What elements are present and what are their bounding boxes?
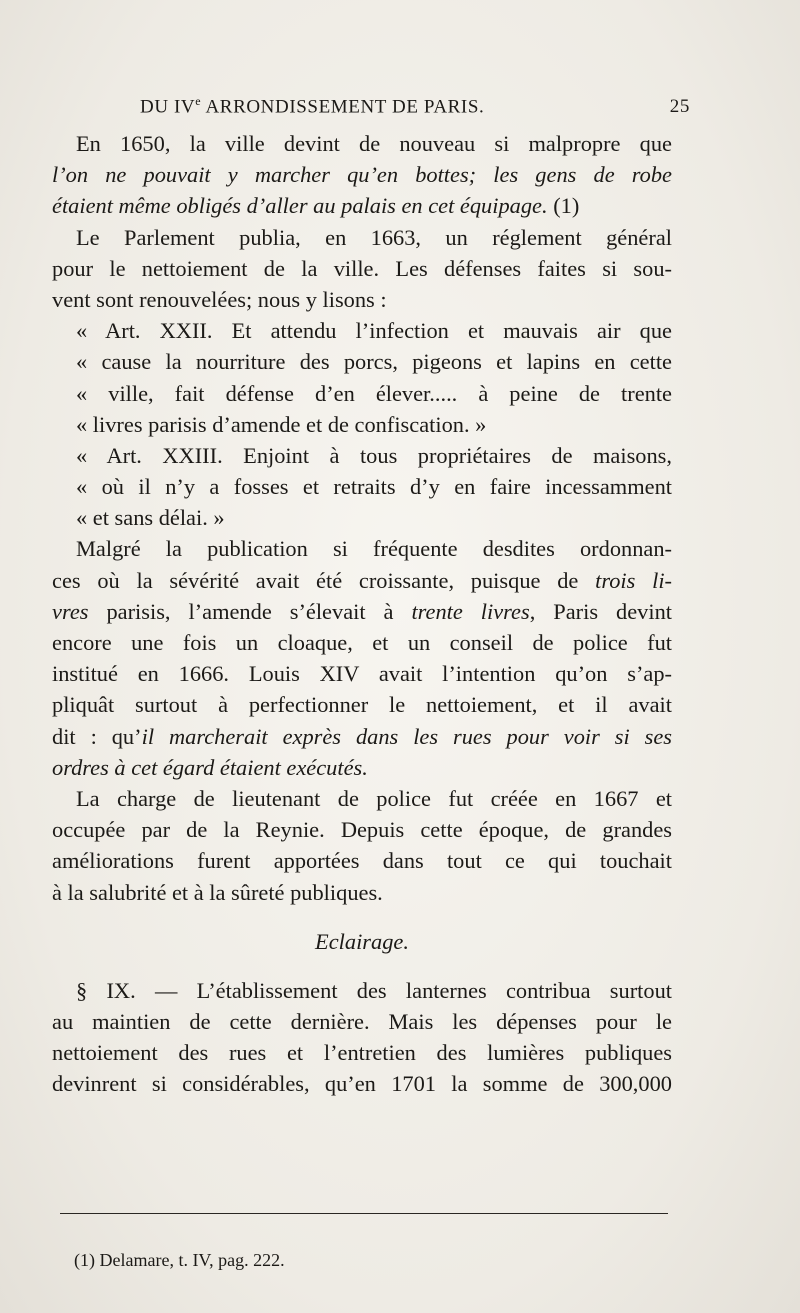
text-line: pliquât surtout à perfectionner le nettoiement, et il avait xyxy=(52,692,672,718)
quote-line: « Art. XXII. Et attendu l’infection et mauvais air que xyxy=(76,318,672,344)
text-line: vent sont renouvelées; nous y lisons : xyxy=(52,286,387,312)
text-line: pour le nettoiement de la ville. Les défenses faites si sou- xyxy=(52,255,672,281)
text-line: à la salubrité et à la sûreté publiques. xyxy=(52,879,383,905)
section-heading: Eclairage. xyxy=(315,928,409,954)
text-line: § IX. — L’établissement des lanternes contribua surtout xyxy=(76,977,672,1003)
text-line: étaient même obligés d’aller au palais en cet équipage. (1) xyxy=(52,193,580,219)
footnote-marker: (1) xyxy=(547,193,580,219)
text-line: devinrent si considérables, qu’en 1701 la somme de 300,000 xyxy=(52,1071,672,1097)
footnote-rule xyxy=(60,1213,668,1214)
text-line: améliorations furent apportées dans tout ce qui touchait xyxy=(52,848,672,874)
text-line: ordres à cet égard étaient exécutés. xyxy=(52,754,368,780)
text-line: occupée par de la Reynie. Depuis cette époque, de grandes xyxy=(52,817,672,843)
footnote: (1) Delamare, t. IV, pag. 222. xyxy=(74,1250,285,1270)
text-line: au maintien de cette dernière. Mais les dépenses pour le xyxy=(52,1009,672,1035)
quote-line: « ville, fait défense d’en élever..... à peine de trente xyxy=(76,380,672,406)
text-line: vres parisis, l’amende s’élevait à trente livres, Paris devint xyxy=(52,598,672,624)
quote-line: « où il n’y a fosses et retraits d’y en faire incessamment xyxy=(76,474,672,500)
text-line: Malgré la publication si fréquente desdites ordonnan- xyxy=(76,536,672,562)
text-line: nettoiement des rues et l’entretien des lumières publiques xyxy=(52,1040,672,1066)
quote-line: « Art. XXIII. Enjoint à tous propriétaires de maisons, xyxy=(76,442,672,468)
text-line: dit : qu’il marcherait exprès dans les rues pour voir si ses xyxy=(52,723,673,749)
text-line: ces où la sévérité avait été croissante, puisque de trois li- xyxy=(52,567,672,593)
text-line: institué en 1666. Louis XIV avait l’intention qu’on s’ap- xyxy=(52,661,672,687)
text-line: encore une fois un cloaque, et un conseil de police fut xyxy=(52,630,672,655)
running-header xyxy=(140,94,690,118)
text-line: La charge de lieutenant de police fut créée en 1667 et xyxy=(76,785,672,811)
quote-line: « et sans délai. » xyxy=(76,505,225,531)
page-number: 25 xyxy=(669,96,690,118)
quote-line: « livres parisis d’amende et de confiscation. » xyxy=(76,411,487,437)
quote-line: « cause la nourriture des porcs, pigeons et lapins en cette xyxy=(76,349,672,375)
text-line: l’on ne pouvait y marcher qu’en bottes; les gens de robe xyxy=(52,162,672,188)
text-line: Le Parlement publia, en 1663, un réglement général xyxy=(76,224,672,250)
body-text xyxy=(52,128,672,1100)
text-line: En 1650, la ville devint de nouveau si malpropre que xyxy=(76,131,672,156)
running-title: DU IVe ARRONDISSEMENT DE PARIS. xyxy=(140,94,485,118)
